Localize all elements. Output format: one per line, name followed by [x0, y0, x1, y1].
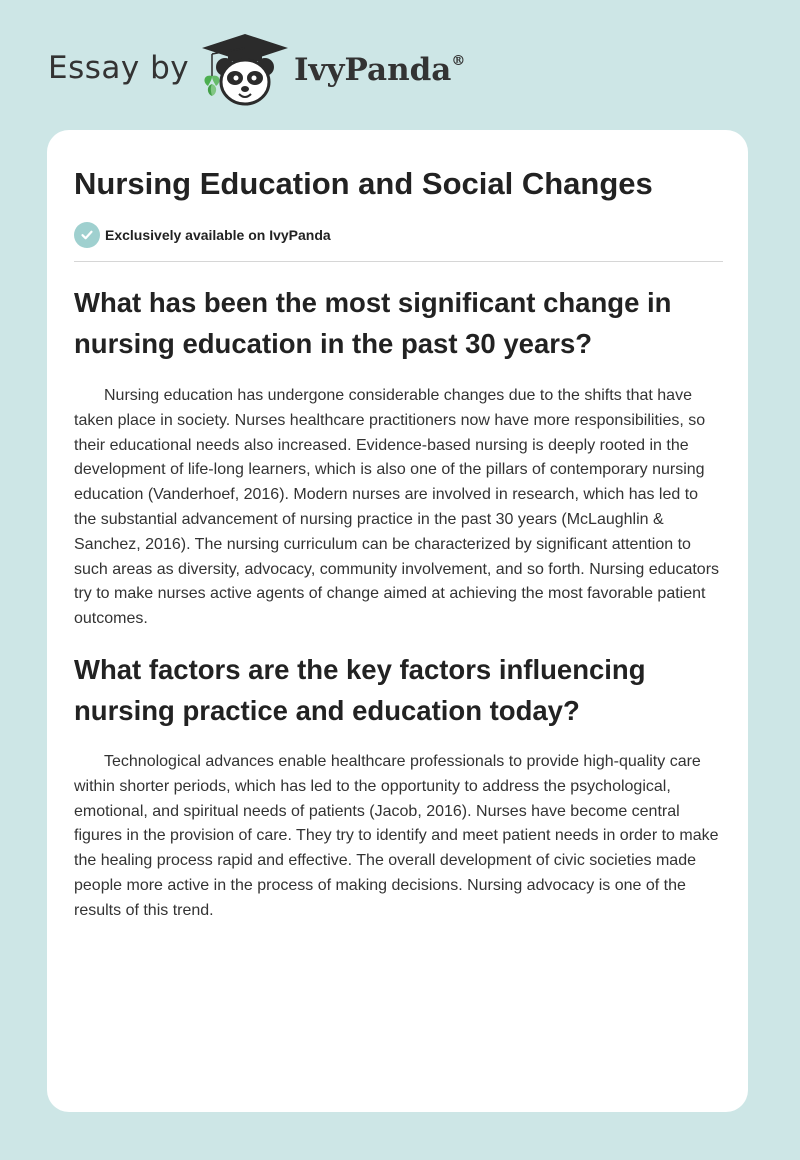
badge-text: Exclusively available on IvyPanda: [105, 227, 331, 243]
section-heading: What factors are the key factors influencing nursing practice and education today?: [74, 654, 646, 726]
essay-by-label: Essay by: [48, 50, 190, 86]
panda-graduate-icon[interactable]: [200, 32, 290, 108]
divider: [74, 261, 723, 262]
section-paragraph: Technological advances enable healthcare professionals to provide high-quality care within shorter periods, which has led to the opportunity to address the psychological, emotional, and spiritual needs of patients (Jacob, 2016). Nurses have become central figures in the provision of care. They try to identify and meet patient needs in order to make the healing process rapid and effective. The overall development of civic societies made people more active in the process of making decisions. Nursing advocacy is one of the results of this trend.: [74, 753, 719, 919]
registered-mark: ®: [451, 52, 466, 69]
section-heading: What has been the most significant change in nursing education in the past 30 years?: [74, 287, 672, 359]
essay-card: [47, 130, 748, 1112]
check-icon: [74, 222, 100, 248]
exclusive-badge: [74, 222, 331, 248]
page-title: Nursing Education and Social Changes: [74, 166, 653, 201]
section-paragraph: Nursing education has undergone considerable changes due to the shifts that have taken place in society. Nurses healthcare practitioners now have more responsibilities, so their educational needs also increased. Evidence-based nursing is deeply rooted in the development of life-long learners, which is also one of the pillars of contemporary nursing education (Vanderhoef, 2016). Modern nurses are involved in research, which has led to the substantial advancement of nursing practice in the past 30 years (McLaughlin & Sanchez, 2016). The nursing curriculum can be characterized by significant attention to such areas as diversity, advocacy, community involvement, and so forth. Nursing educators try to make nurses active agents of change aimed at achieving the most favorable patient outcomes.: [74, 387, 720, 628]
site-header: [0, 0, 800, 130]
brand-name[interactable]: [294, 52, 465, 88]
brand-label: IvyPanda: [294, 52, 452, 88]
